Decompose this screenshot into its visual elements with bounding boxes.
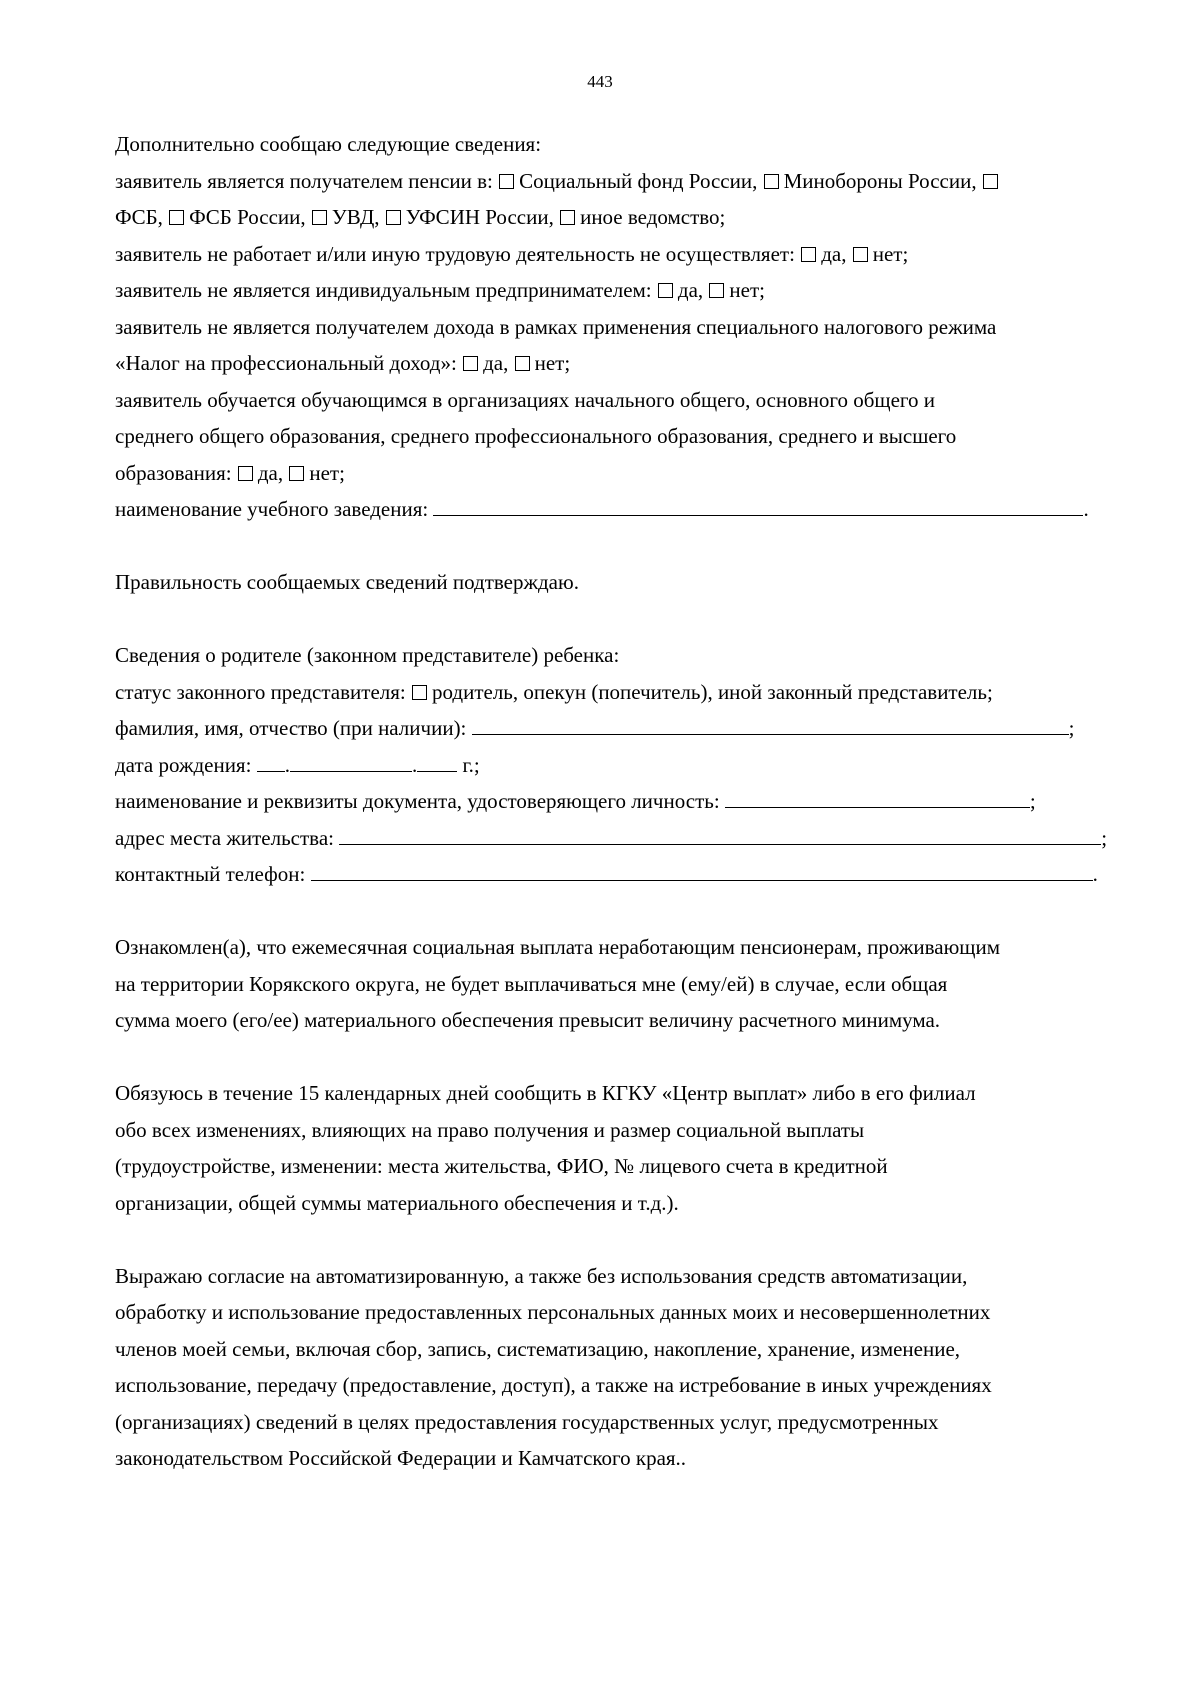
doc-field[interactable] bbox=[725, 786, 1030, 808]
dob-sep-1: . bbox=[284, 752, 290, 777]
checkbox-status[interactable] bbox=[412, 685, 427, 700]
student-line-2: среднего общего образования, среднего профессионального образования, среднего и высшего bbox=[115, 424, 957, 448]
checkbox-sfr[interactable] bbox=[499, 174, 514, 189]
confirm-line: Правильность сообщаемых сведений подтверждаю. bbox=[115, 570, 579, 594]
address-label: адрес места жительства: bbox=[115, 825, 334, 850]
npd-no: нет; bbox=[534, 351, 571, 375]
checkbox-entrepreneur-no[interactable] bbox=[709, 283, 724, 298]
not-entrepreneur-lead: заявитель не является индивидуальным предпринимателем: bbox=[115, 278, 652, 302]
para3-line-4: использование, передачу (предоставление, доступ), а также на истребование в иных учреждениях bbox=[115, 1373, 992, 1397]
para3-line-5: (организациях) сведений в целях предоставления государственных услуг, предусмотренных bbox=[115, 1409, 939, 1434]
student-no: нет; bbox=[309, 460, 345, 485]
option-sfr: Социальный фонд России, bbox=[519, 168, 758, 193]
school-label: наименование учебного заведения: bbox=[115, 497, 429, 521]
para2-line-3: (трудоустройстве, изменении: места жительства, ФИО, № лицевого счета в кредитной bbox=[115, 1154, 888, 1178]
not-working-no: нет; bbox=[872, 241, 909, 266]
npd-lead: «Налог на профессиональный доход»: bbox=[115, 351, 457, 375]
not-entrepreneur-line bbox=[115, 272, 1160, 309]
checkbox-npd-yes[interactable] bbox=[463, 356, 478, 371]
checkbox-entrepreneur-yes[interactable] bbox=[658, 283, 673, 298]
status-options: родитель, опекун (попечитель), иной законный представитель; bbox=[432, 679, 993, 704]
phone-label: контактный телефон: bbox=[115, 862, 306, 886]
doc-end: ; bbox=[1029, 789, 1036, 813]
not-working-yes: да, bbox=[821, 241, 847, 266]
fio-field[interactable] bbox=[472, 713, 1069, 735]
option-mo: Минобороны России, bbox=[783, 168, 977, 193]
dob-label: дата рождения: bbox=[115, 752, 252, 777]
checkbox-fsb-russia[interactable] bbox=[169, 210, 184, 225]
dob-line bbox=[115, 747, 1160, 784]
doc-label: наименование и реквизиты документа, удостоверяющего личность: bbox=[115, 789, 720, 813]
fio-label: фамилия, имя, отчество (при наличии): bbox=[115, 716, 467, 740]
option-ufsin: УФСИН России, bbox=[405, 205, 554, 229]
student-lead: образования: bbox=[115, 460, 232, 485]
option-fsb: ФСБ, bbox=[115, 205, 163, 229]
intro-line: Дополнительно сообщаю следующие сведения: bbox=[115, 132, 542, 156]
npd-yes: да, bbox=[483, 351, 509, 375]
checkbox-ufsin[interactable] bbox=[386, 210, 401, 225]
student-line-1: заявитель обучается обучающимся в организациях начального общего, основного общего и bbox=[115, 387, 935, 412]
option-fsb-russia: ФСБ России, bbox=[189, 205, 306, 229]
fio-end: ; bbox=[1068, 716, 1075, 740]
para1-line-2: на территории Корякского округа, не будет выплачиваться мне (ему/ей) в случае, если общая bbox=[115, 971, 948, 996]
checkbox-mo[interactable] bbox=[764, 174, 779, 189]
checkbox-uvd[interactable] bbox=[312, 210, 327, 225]
checkbox-not-working-yes[interactable] bbox=[801, 247, 816, 262]
address-field[interactable] bbox=[339, 823, 1101, 845]
dob-day-field[interactable] bbox=[257, 750, 285, 772]
student-yes: да, bbox=[257, 460, 284, 485]
para3-line-6: законодательством Российской Федерации и Камчатского края.. bbox=[115, 1446, 687, 1470]
checkbox-student-yes[interactable] bbox=[238, 466, 253, 481]
pension-lead: заявитель является получателем пенсии в: bbox=[115, 168, 493, 193]
not-working-lead: заявитель не работает и/или иную трудовую деятельность не осуществляет: bbox=[115, 241, 795, 266]
entrepreneur-yes: да, bbox=[677, 278, 704, 302]
student-line-3 bbox=[115, 455, 1160, 492]
npd-line-2 bbox=[115, 345, 1160, 382]
pension-line-1 bbox=[115, 163, 1160, 200]
doc-line bbox=[115, 783, 1160, 820]
phone-end: . bbox=[1092, 862, 1098, 886]
dob-year-suffix: г.; bbox=[462, 752, 480, 777]
fio-line bbox=[115, 710, 1160, 747]
page-number: 443 bbox=[587, 72, 613, 91]
para2-line-1: Обязуюсь в течение 15 календарных дней сообщить в КГКУ «Центр выплат» либо в его филиал bbox=[115, 1081, 976, 1105]
status-line bbox=[115, 674, 1160, 711]
para3-line-1: Выражаю согласие на автоматизированную, а также без использования средств автоматизации, bbox=[115, 1263, 968, 1288]
not-working-line bbox=[115, 236, 1160, 273]
dob-month-field[interactable] bbox=[290, 750, 412, 772]
pension-line-2 bbox=[115, 199, 1160, 236]
dob-year-field[interactable] bbox=[417, 750, 457, 772]
checkbox-fsb[interactable] bbox=[983, 174, 998, 189]
para3-line-3: членов моей семьи, включая сбор, запись, систематизацию, накопление, хранение, изменение, bbox=[115, 1336, 961, 1361]
checkbox-student-no[interactable] bbox=[289, 466, 304, 481]
document-body bbox=[115, 126, 1160, 1477]
phone-field[interactable] bbox=[311, 859, 1093, 881]
phone-line bbox=[115, 856, 1160, 893]
address-end: ; bbox=[1101, 825, 1108, 850]
para1-line-3: сумма моего (его/ее) материального обеспечения превысит величину расчетного минимума. bbox=[115, 1008, 941, 1032]
option-uvd: УВД, bbox=[331, 205, 380, 229]
school-line bbox=[115, 491, 1160, 528]
checkbox-npd-no[interactable] bbox=[515, 356, 530, 371]
address-line bbox=[115, 820, 1160, 857]
dob-sep-2: . bbox=[411, 752, 418, 777]
school-end: . bbox=[1083, 497, 1089, 521]
npd-line-1: заявитель не является получателем дохода в рамках применения специального налогового режима bbox=[115, 314, 997, 339]
para1-line-1: Ознакомлен(а), что ежемесячная социальная выплата неработающим пенсионерам, проживающим bbox=[115, 935, 1000, 959]
status-label: статус законного представителя: bbox=[115, 679, 406, 704]
para2-line-4: организации, общей суммы материального обеспечения и т.д.). bbox=[115, 1190, 679, 1215]
entrepreneur-no: нет; bbox=[729, 278, 765, 302]
para2-line-2: обо всех изменениях, влияющих на право получения и размер социальной выплаты bbox=[115, 1117, 865, 1142]
para3-line-2: обработку и использование предоставленных персональных данных моих и несовершеннолетних bbox=[115, 1300, 991, 1324]
checkbox-not-working-no[interactable] bbox=[853, 247, 868, 262]
checkbox-other[interactable] bbox=[560, 210, 575, 225]
parent-title: Сведения о родителе (законном представителе) ребенка: bbox=[115, 643, 620, 667]
school-name-field[interactable] bbox=[433, 494, 1083, 516]
option-other: иное ведомство; bbox=[580, 205, 726, 229]
